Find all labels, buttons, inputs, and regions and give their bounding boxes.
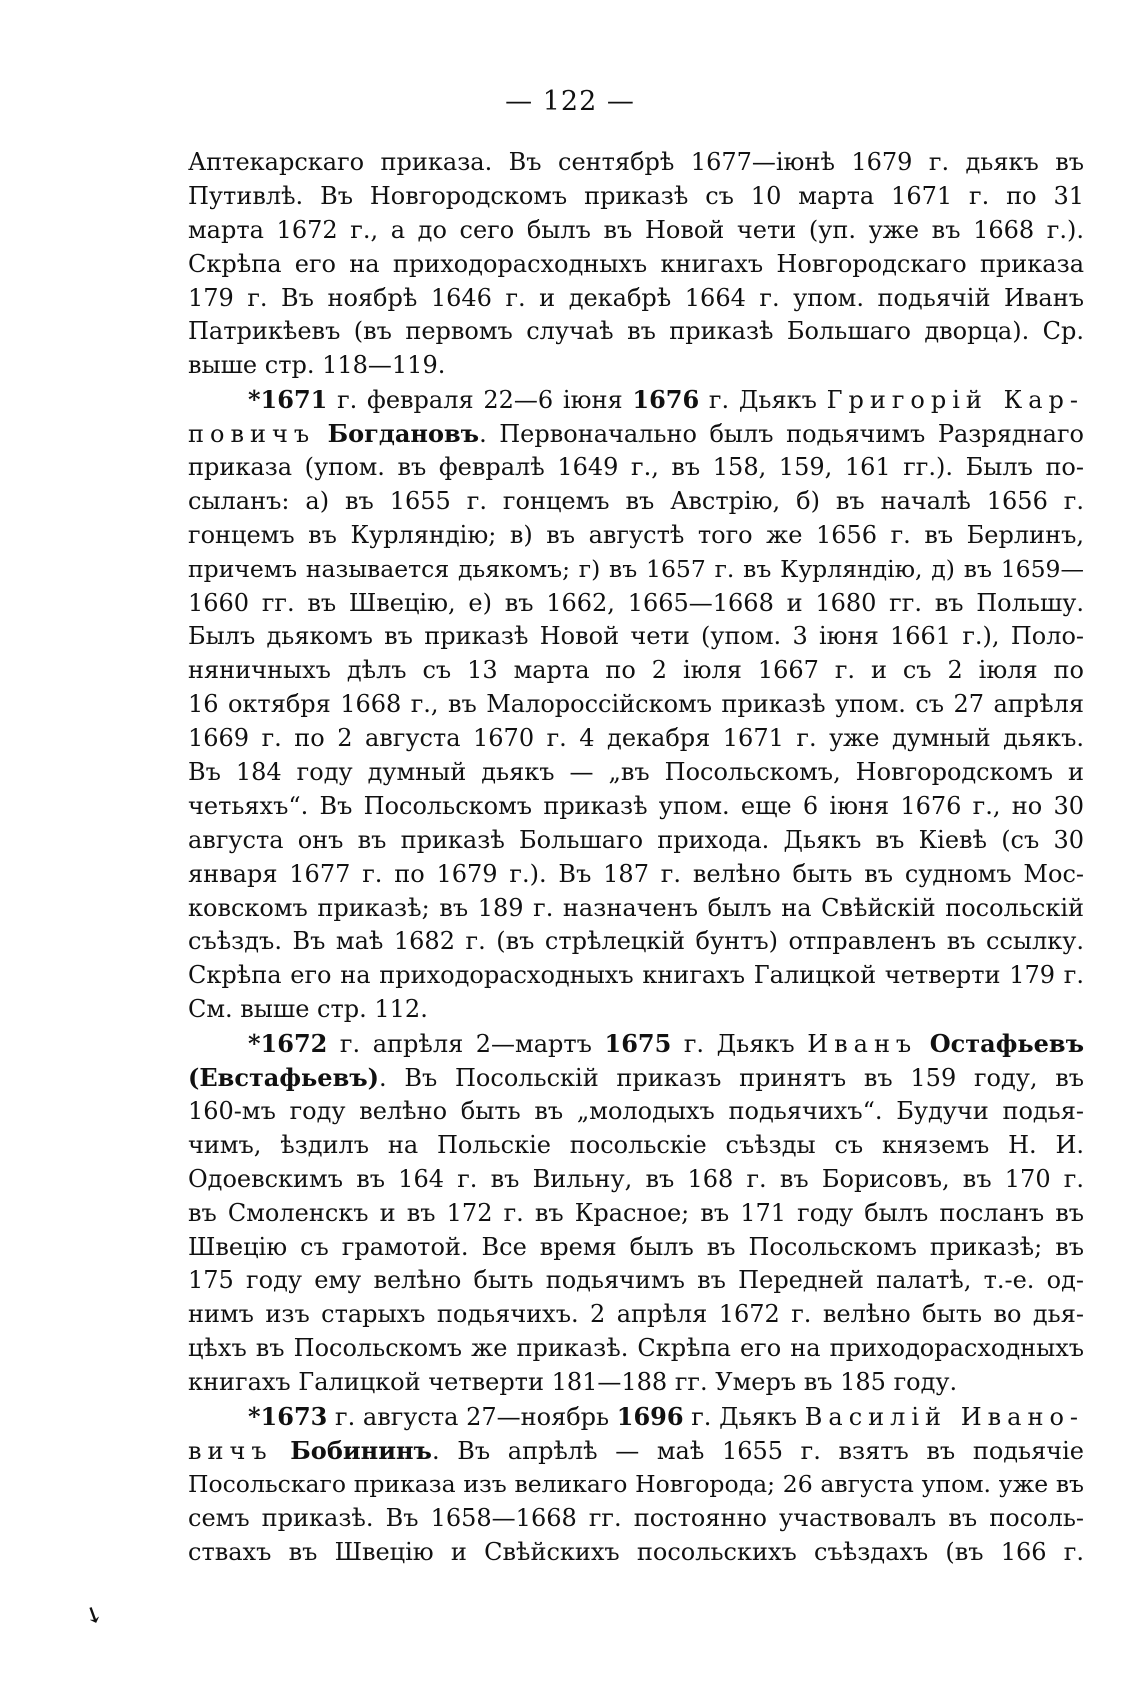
entry-surname: Бобининъ: [290, 1435, 432, 1465]
p3-line-7: Швецiю съ грамотой. Все время былъ въ Посольскомъ приказѣ; въ: [188, 1232, 1084, 1261]
p4-line-5: ствахъ въ Швецiю и Свѣйскихъ посольскихъ съѣздахъ (въ 166 г.: [188, 1537, 1084, 1566]
p3-line-2: [188, 1061, 1084, 1095]
entry-patronymic: повичъ: [188, 420, 316, 449]
p2-line-12: Въ 184 году думный дьякъ — „въ Посольскомъ, Новгородскомъ и: [188, 758, 1084, 787]
entry-title: г. Дьякъ: [699, 386, 827, 415]
entry-given-name: Иванъ: [807, 1030, 918, 1059]
p3-line-9: нимъ изъ старыхъ подьячихъ. 2 апрѣля 1672 г. велѣно быть во дья-: [188, 1300, 1084, 1329]
p4-line-1: [188, 1400, 1084, 1434]
entry-text: . Въ апрѣлѣ — маѣ 1655 г. взятъ въ подьячiе: [431, 1436, 1084, 1465]
entry-given-name: Василiй Ивано-: [804, 1402, 1085, 1431]
entry-date-start: *1673: [248, 1401, 328, 1431]
p2-line-1: [188, 383, 1084, 417]
p2-line-13: четьяхъ“. Въ Посольскомъ приказѣ упом. еще 6 iюня 1676 г., но 30: [188, 791, 1084, 820]
p3-line-5: Одоевскимъ въ 164 г. въ Вильну, въ 168 г. въ Борисовъ, въ 170 г.: [188, 1164, 1084, 1193]
p1-line-3: марта 1672 г., а до сего былъ въ Новой чети (уп. уже въ 1668 г.).: [188, 215, 1084, 244]
p3-line-1: [188, 1027, 1084, 1061]
p2-line-18: Скрѣпа его на приходорасходныхъ книгахъ Галицкой четверти 179 г.: [188, 961, 1084, 990]
p3-line-8: 175 году ему велѣно быть подьячимъ въ Передней палатѣ, т.-е. од-: [188, 1266, 1084, 1295]
p3-line-4: чимъ, ѣздилъ на Польскiе посольскiе съѣзды съ княземъ Н. И.: [188, 1130, 1084, 1159]
p2-line-3: приказа (упом. въ февралѣ 1649 г., въ 158, 159, 161 гг.). Былъ по-: [188, 453, 1084, 482]
p2-line-11: 1669 г. по 2 августа 1670 г. 4 декабря 1671 г. уже думный дьякъ.: [188, 724, 1084, 753]
entry-date-text: г. апрѣля 2—мартъ: [327, 1030, 605, 1059]
p1-line-2: Путивлѣ. Въ Новгородскомъ приказѣ съ 10 марта 1671 г. по 31: [188, 181, 1084, 210]
p2-line-5: гонцемъ въ Курляндiю; в) въ августѣ того же 1656 г. въ Берлинъ,: [188, 520, 1084, 549]
p1-line-5: 179 г. Въ ноябрѣ 1646 г. и декабрѣ 1664 г. упом. подьячiй Иванъ: [188, 283, 1084, 312]
p3-line-3: 160-мъ году велѣно быть въ „молодыхъ подьячихъ“. Будучи подья-: [188, 1096, 1084, 1125]
entry-surname: Остафьевъ: [929, 1029, 1084, 1059]
p1-line-1: Аптекарскаго приказа. Въ сентябрѣ 1677—iюнѣ 1679 г. дьякъ въ: [188, 148, 1084, 176]
entry-title: г. Дьякъ: [671, 1030, 808, 1059]
p1-line-6: Патрикѣевъ (въ первомъ случаѣ въ приказѣ Большаго дворца). Ср.: [188, 317, 1084, 346]
entry-given-name: Григорiй Кар-: [826, 386, 1085, 415]
entry-text: . Первоначально былъ подьячимъ Разряднаго: [479, 420, 1084, 449]
entry-date-end: 1676: [632, 385, 700, 415]
entry-date-start: *1672: [248, 1029, 328, 1059]
entry-date-text: г. августа 27—ноябрь: [327, 1402, 617, 1431]
page-number: — 122 —: [505, 86, 635, 117]
p2-line-2: [188, 417, 1084, 451]
p2-line-4: сыланъ: а) въ 1655 г. гонцемъ въ Австрiю, б) въ началѣ 1656 г.: [188, 486, 1084, 515]
entry-text: . Въ Посольскiй приказъ принятъ въ 159 году, въ: [379, 1064, 1084, 1093]
p4-line-3: Посольскаго приказа изъ великаго Новгорода; 26 августа упом. уже въ: [188, 1469, 1084, 1498]
p2-line-14: августа онъ въ приказѣ Большаго прихода. Дьякъ въ Кiевѣ (съ 30: [188, 825, 1084, 854]
entry-date-text: г. февраля 22—6 iюня: [327, 386, 633, 415]
entry-title: г. Дьякъ: [683, 1402, 805, 1431]
p1-line-7: выше стр. 118—119.: [188, 351, 446, 380]
p3-line-10: цѣхъ въ Посольскомъ же приказѣ. Скрѣпа его на приходорасходныхъ: [188, 1334, 1084, 1363]
p2-line-16: ковскомъ приказѣ; въ 189 г. назначенъ былъ на Свѣйскiй посольскiй: [188, 893, 1084, 922]
entry-date-start: *1671: [248, 385, 328, 415]
p2-line-7: 1660 гг. въ Швецiю, е) въ 1662, 1665—1668 и 1680 гг. въ Польшу.: [188, 588, 1084, 617]
entry-date-end: 1675: [604, 1029, 672, 1059]
p1-line-4: Скрѣпа его на приходорасходныхъ книгахъ Новгородскаго приказа: [188, 249, 1084, 278]
p4-line-4: семъ приказѣ. Въ 1658—1668 гг. постоянно участвовалъ въ посоль-: [188, 1503, 1084, 1532]
entry-date-end: 1696: [616, 1401, 684, 1431]
p2-line-15: января 1677 г. по 1679 г.). Въ 187 г. велѣно быть въ судномъ Мос-: [188, 859, 1084, 888]
p4-line-2: [188, 1434, 1084, 1468]
p3-line-11: книгахъ Галицкой четверти 181—188 гг. Умеръ въ 185 году.: [188, 1368, 958, 1397]
entry-patronymic: вичъ: [188, 1436, 273, 1465]
entry-surname-alt: (Евстафьевъ): [188, 1063, 380, 1093]
p2-line-19: См. выше стр. 112.: [188, 995, 428, 1024]
p2-line-17: съѣздъ. Въ маѣ 1682 г. (въ стрѣлецкiй бунтъ) отправленъ въ ссылку.: [188, 927, 1084, 956]
p3-line-6: въ Смоленскъ и въ 172 г. въ Красное; въ 171 году былъ посланъ въ: [188, 1198, 1084, 1227]
p2-line-10: 16 октября 1668 г., въ Малороссiйскомъ приказѣ упом. съ 27 апрѣля: [188, 690, 1084, 719]
p2-line-9: няничныхъ дѣлъ съ 13 марта по 2 iюля 1667 г. и съ 2 iюля по: [188, 656, 1084, 685]
entry-surname: Богдановъ: [327, 419, 480, 449]
body-text: [188, 146, 1084, 1569]
corner-mark-icon: ↘: [79, 1599, 108, 1631]
p2-line-6: причемъ называется дьякомъ; г) въ 1657 г. въ Курляндiю, д) въ 1659—: [188, 554, 1084, 583]
p2-line-8: Былъ дьякомъ въ приказѣ Новой чети (упом. 3 iюня 1661 г.), Поло-: [188, 622, 1084, 651]
